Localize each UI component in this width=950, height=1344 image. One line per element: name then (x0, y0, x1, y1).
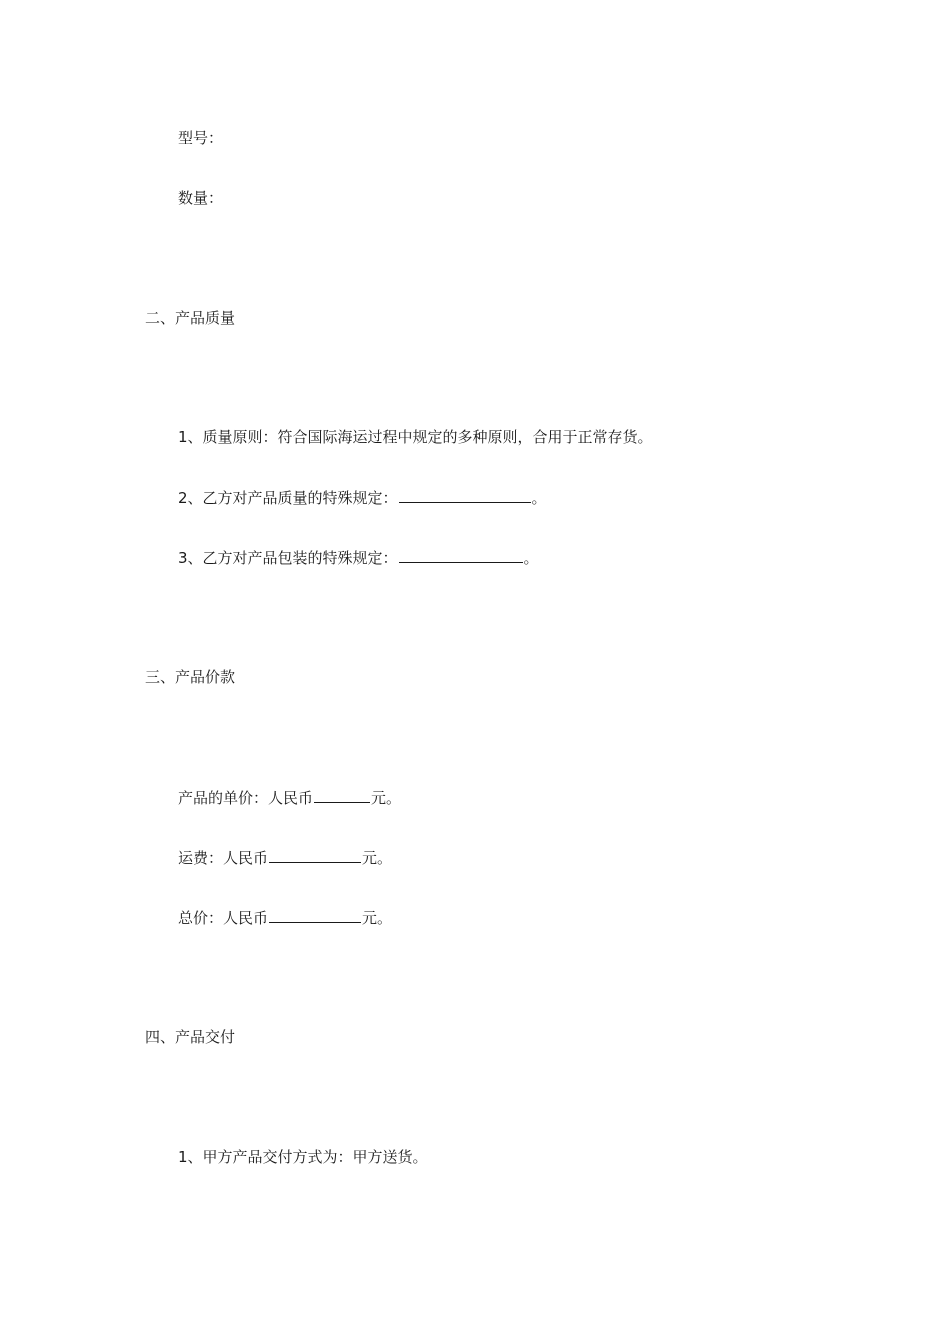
section-heading-price: 三、产品价款 (145, 668, 236, 686)
quality-clause-1: 1、质量原则：符合国际海运过程中规定的多种原则，合用于正常存货。 (178, 428, 653, 446)
quantity-line: 数量： (178, 189, 224, 207)
quality-clause-2-end: 。 (531, 489, 547, 507)
blank-fill-line (314, 787, 370, 803)
quality-clause-3-text: 3、乙方对产品包装的特殊规定： (178, 549, 398, 567)
blank-fill-line (399, 547, 523, 563)
freight-line (178, 847, 392, 868)
freight-end: 元。 (362, 849, 393, 867)
unit-price-line (178, 787, 401, 808)
total-price-line (178, 907, 392, 928)
delivery-clause-1: 1、甲方产品交付方式为：甲方送货。 (178, 1148, 428, 1166)
unit-price-end: 元。 (371, 789, 402, 807)
total-price-text: 总价：人民币 (178, 909, 269, 927)
total-price-end: 元。 (362, 909, 393, 927)
freight-text: 运费：人民币 (178, 849, 269, 867)
blank-fill-line (269, 847, 361, 863)
blank-fill-line (399, 487, 531, 503)
section-heading-quality: 二、产品质量 (145, 309, 236, 327)
unit-price-text: 产品的单价：人民币 (178, 789, 314, 807)
model-line: 型号： (178, 129, 224, 147)
blank-fill-line (269, 907, 361, 923)
quality-clause-2-text: 2、乙方对产品质量的特殊规定： (178, 489, 398, 507)
quality-clause-2 (178, 487, 547, 508)
quality-clause-3-end: 。 (523, 549, 539, 567)
quality-clause-3 (178, 547, 539, 568)
section-heading-delivery: 四、产品交付 (145, 1028, 236, 1046)
